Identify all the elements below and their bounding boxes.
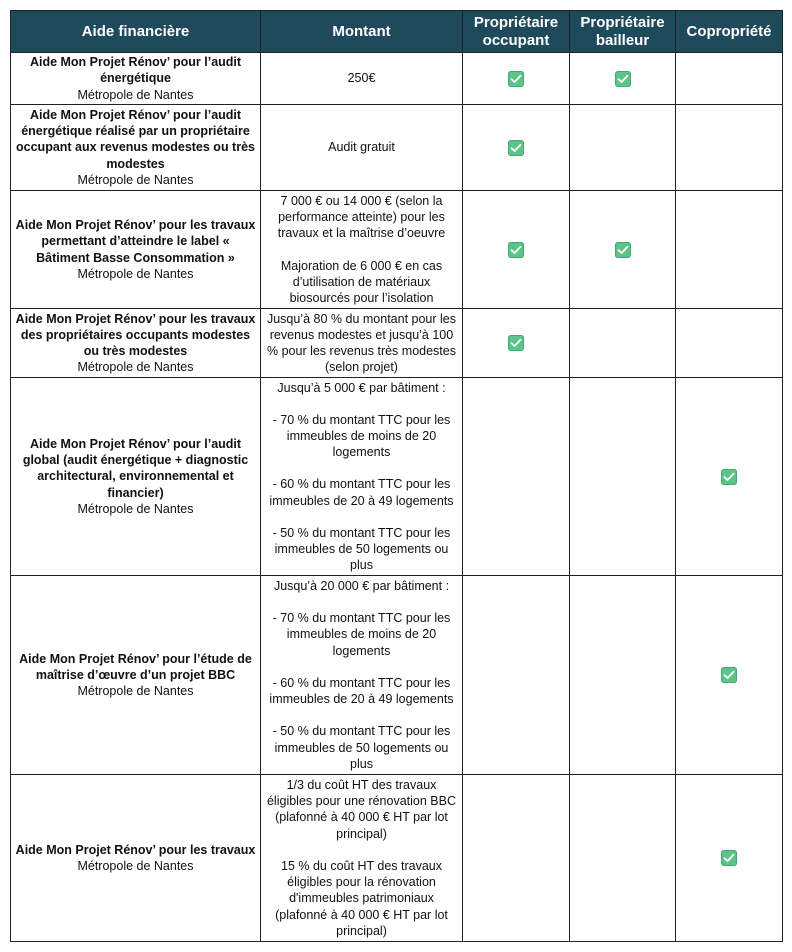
table-row <box>11 53 783 105</box>
check-icon <box>508 335 524 351</box>
amount-text: - 60 % du montant TTC pour les immeubles de 20 à 49 logements <box>269 675 454 707</box>
aid-label-cell <box>11 378 261 576</box>
eligibility-cell-bailleur <box>570 378 676 576</box>
amount-text: Majoration de 6 000 € en cas d’utilisation de matériaux biosourcés pour l’isolation <box>280 258 443 305</box>
aid-title: Aide Mon Projet Rénov’ pour les travaux <box>15 842 256 857</box>
table-row <box>11 775 783 942</box>
amount-text: 1/3 du coût HT des travaux éligibles pour une rénovation BBC (plafonné à 40 000 € HT par lot principal) <box>266 778 456 841</box>
eligibility-cell-copro <box>676 309 783 378</box>
table-row <box>11 378 783 576</box>
amount-text: - 60 % du montant TTC pour les immeubles de 20 à 49 logements <box>269 477 454 508</box>
amount-text: - 70 % du montant TTC pour les immeubles de moins de 20 logements <box>272 611 451 658</box>
eligibility-cell-copro <box>676 105 783 191</box>
amount-spacer <box>265 242 458 258</box>
amount-text: Jusqu’à 20 000 € par bâtiment : <box>273 579 450 594</box>
aid-organization: Métropole de Nantes <box>77 501 194 516</box>
eligibility-cell-copro <box>676 191 783 309</box>
amount-text: 15 % du coût HT des travaux éligibles pour la rénovation d'immeubles patrimoniaux (plafonné à 40 000 € HT par lot principal) <box>275 858 448 938</box>
eligibility-cell-occupant <box>463 309 570 378</box>
check-icon <box>508 242 524 258</box>
eligibility-cell-occupant <box>463 53 570 105</box>
check-icon <box>615 71 631 87</box>
eligibility-cell-copro <box>676 378 783 576</box>
aid-table <box>10 10 783 942</box>
check-icon <box>721 667 737 683</box>
amount-text: Jusqu’à 80 % du montant pour les revenus modestes et jusqu’à 100 % pour les revenus très modestes (selon projet) <box>266 311 456 375</box>
aid-title: Aide Mon Projet Rénov’ pour l’étude de maîtrise d’œuvre d’un projet BBC <box>19 651 252 682</box>
amount-text: - 50 % du montant TTC pour les immeubles de 50 logements ou plus <box>272 724 451 771</box>
eligibility-cell-bailleur <box>570 53 676 105</box>
amount-cell <box>261 191 463 309</box>
table-row <box>11 105 783 191</box>
aid-label-cell <box>11 105 261 191</box>
amount-spacer <box>265 659 458 675</box>
eligibility-cell-occupant <box>463 576 570 775</box>
check-icon <box>508 71 524 87</box>
header-owner-occupant: Propriétaire occupant <box>463 11 570 53</box>
aid-organization: Métropole de Nantes <box>77 360 194 375</box>
header-amount: Montant <box>261 11 463 53</box>
table-row <box>11 191 783 309</box>
eligibility-cell-copro <box>676 53 783 105</box>
amount-spacer <box>265 396 458 412</box>
aid-organization: Métropole de Nantes <box>77 172 194 187</box>
aid-label-cell <box>11 309 261 378</box>
aid-title: Aide Mon Projet Rénov’ pour les travaux des propriétaires occupants modestes ou très modestes <box>15 311 256 358</box>
aid-organization: Métropole de Nantes <box>77 266 194 281</box>
amount-cell <box>261 775 463 942</box>
aid-title: Aide Mon Projet Rénov’ pour l’audit énergétique <box>29 55 242 86</box>
aid-organization: Métropole de Nantes <box>77 684 194 699</box>
aid-title: Aide Mon Projet Rénov’ pour les travaux permettant d’atteindre le label « Bâtiment Basse Consommation » <box>15 218 256 265</box>
aid-label-cell <box>11 576 261 775</box>
amount-text: Audit gratuit <box>328 140 395 155</box>
eligibility-cell-copro <box>676 576 783 775</box>
table-row <box>11 309 783 378</box>
aid-label-cell <box>11 191 261 309</box>
amount-text: 250€ <box>347 71 376 86</box>
amount-cell <box>261 378 463 576</box>
header-owner-landlord: Propriétaire bailleur <box>570 11 676 53</box>
amount-spacer <box>265 842 458 858</box>
table-body <box>11 53 783 942</box>
amount-cell <box>261 576 463 775</box>
header-row <box>11 11 783 53</box>
eligibility-cell-occupant <box>463 775 570 942</box>
aid-title: Aide Mon Projet Rénov’ pour l’audit énergétique réalisé par un propriétaire occupant aux revenus modestes ou très modestes <box>16 107 255 171</box>
amount-text: - 50 % du montant TTC pour les immeubles de 50 logements ou plus <box>272 525 451 573</box>
amount-text: - 70 % du montant TTC pour les immeubles de moins de 20 logements <box>272 412 451 460</box>
eligibility-cell-bailleur <box>570 775 676 942</box>
table-row <box>11 576 783 775</box>
eligibility-cell-occupant <box>463 191 570 309</box>
amount-text: 7 000 € ou 14 000 € (selon la performance atteinte) pour les travaux et la maîtrise d’oeuvre <box>277 193 446 241</box>
amount-cell <box>261 53 463 105</box>
amount-spacer <box>265 707 458 723</box>
check-icon <box>721 469 737 485</box>
eligibility-cell-copro <box>676 775 783 942</box>
aid-label-cell <box>11 53 261 105</box>
check-icon <box>508 140 524 156</box>
amount-cell <box>261 105 463 191</box>
aid-organization: Métropole de Nantes <box>77 87 194 102</box>
eligibility-cell-bailleur <box>570 576 676 775</box>
eligibility-cell-occupant <box>463 378 570 576</box>
eligibility-cell-occupant <box>463 105 570 191</box>
aid-title: Aide Mon Projet Rénov’ pour l’audit global (audit énergétique + diagnostic architectural, environnemental et financier) <box>22 436 249 500</box>
amount-text: Jusqu’à 5 000 € par bâtiment : <box>277 380 446 395</box>
eligibility-cell-bailleur <box>570 309 676 378</box>
eligibility-cell-bailleur <box>570 191 676 309</box>
eligibility-cell-bailleur <box>570 105 676 191</box>
amount-cell <box>261 309 463 378</box>
amount-spacer <box>265 460 458 476</box>
header-aid: Aide financière <box>11 11 261 53</box>
aid-organization: Métropole de Nantes <box>77 859 194 873</box>
amount-spacer <box>265 594 458 610</box>
header-co-ownership: Copropriété <box>676 11 783 53</box>
aid-label-cell <box>11 775 261 942</box>
amount-spacer <box>265 509 458 525</box>
check-icon <box>615 242 631 258</box>
check-icon <box>721 850 737 866</box>
